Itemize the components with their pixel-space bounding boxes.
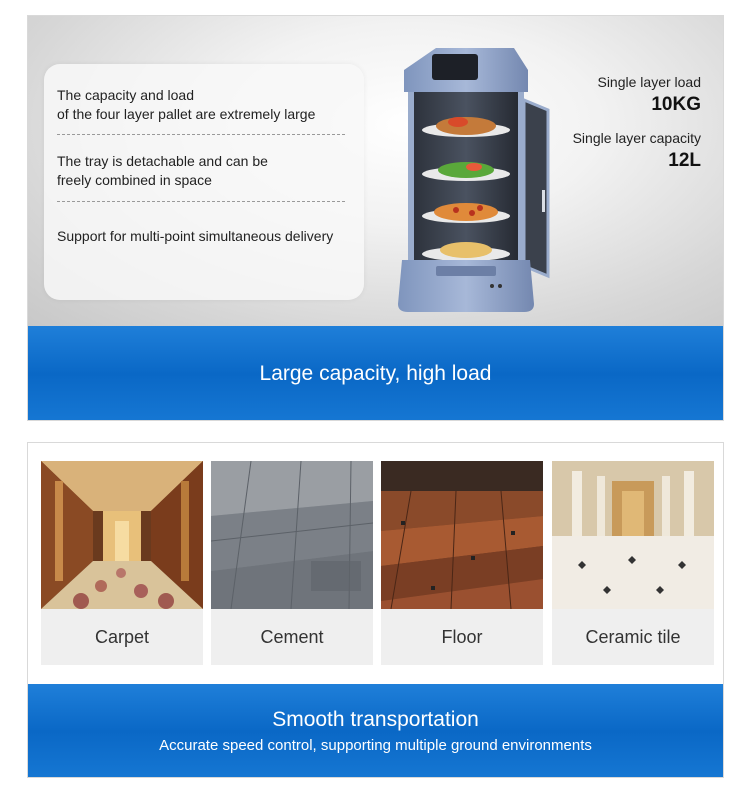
transport-banner-title: Smooth transportation bbox=[272, 708, 479, 731]
divider bbox=[57, 134, 345, 135]
ceramic-tile-image bbox=[552, 461, 714, 609]
surface-label-cement: Cement bbox=[260, 626, 324, 647]
surface-tile-cement bbox=[211, 461, 373, 665]
spec-label-capacity: Single layer capacity bbox=[572, 130, 701, 146]
transport-banner-subtitle: Accurate speed control, supporting multiple ground environments bbox=[159, 737, 592, 754]
spec-value-capacity: 12L bbox=[668, 150, 701, 171]
wood-floor-image bbox=[381, 461, 543, 609]
feature-text-detachable: The tray is detachable and can be freely combined in space bbox=[57, 153, 268, 188]
surface-tile-floor bbox=[381, 461, 543, 665]
capacity-section bbox=[27, 15, 724, 421]
feature-text-load: The capacity and load of the four layer pallet are extremely large bbox=[57, 87, 316, 122]
surface-label-ceramic: Ceramic tile bbox=[585, 626, 681, 647]
carpet-corridor-image bbox=[41, 461, 203, 609]
feature-card bbox=[44, 64, 364, 300]
spec-label-load: Single layer load bbox=[597, 74, 701, 90]
feature-text-delivery: Support for multi-point simultaneous delivery bbox=[57, 228, 334, 244]
delivery-robot-image bbox=[396, 40, 556, 320]
surface-tile-carpet bbox=[41, 461, 203, 665]
surface-label-carpet: Carpet bbox=[94, 626, 150, 647]
ground-section bbox=[27, 442, 724, 778]
cement-ground-image bbox=[211, 461, 373, 609]
surface-tile-ceramic bbox=[552, 461, 714, 665]
capacity-banner bbox=[28, 326, 723, 421]
divider bbox=[57, 201, 345, 202]
transport-banner bbox=[28, 684, 723, 778]
spec-value-load: 10KG bbox=[651, 94, 701, 115]
capacity-banner-title: Large capacity, high load bbox=[259, 362, 492, 385]
surface-label-floor: Floor bbox=[441, 626, 483, 647]
